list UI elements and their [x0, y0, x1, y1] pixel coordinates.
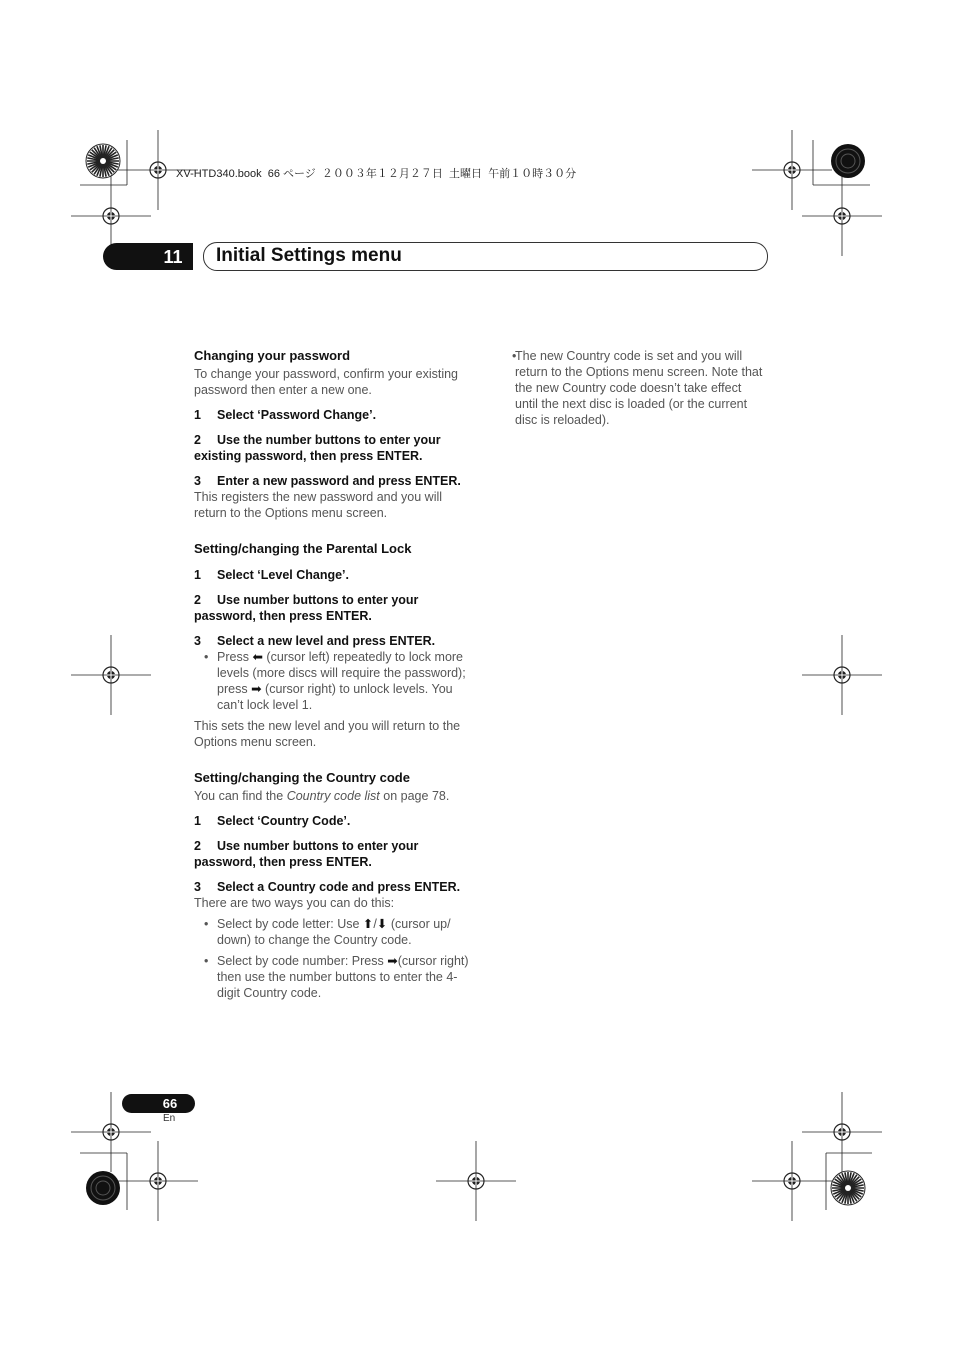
page-language: En [163, 1113, 176, 1124]
left-column [194, 348, 470, 1001]
step-result-text: This registers the new password and you will return to the Options menu screen. [194, 490, 443, 520]
page-number: 66 [162, 1096, 178, 1111]
bullet-item: • Press ⬅ (cursor left) repeatedly to lock more levels (more discs will require the password); press ➡ (cursor right) to unlock levels. You can’t lock level 1. [194, 649, 470, 713]
file-info-line: XV-HTD340.book 66 ページ ２００３年１２月２７日 土曜日 午前１０時３０分 [176, 168, 577, 180]
bullet-item: • The new Country code is set and you will return to the Options menu screen. Note that the new Country code doesn’t take effect until the next disc is loaded (or the current disc is reloaded). [502, 348, 764, 428]
right-column [502, 348, 764, 428]
step-item: 1 Select ‘Password Change’. [194, 408, 377, 422]
step-item: 1 Select ‘Level Change’. [194, 568, 349, 582]
intro-country-code: You can find the Country code list on page 78. [194, 789, 450, 803]
chapter-number: 11 [163, 247, 183, 267]
arrow-up-icon: ⬆ [362, 916, 374, 931]
step-item: 2 Use number buttons to enter your password, then press ENTER. [194, 593, 419, 623]
step-item: 2 Use number buttons to enter your password, then press ENTER. [194, 839, 419, 869]
step-item: 3 Enter a new password and press ENTER. [194, 474, 461, 488]
step-item: 3 Select a new level and press ENTER. [194, 634, 436, 648]
bullet-item: • Select by code letter: Use ⬆/⬇ (cursor up/ down) to change the Country code. [194, 916, 470, 948]
chapter-title: Initial Settings menu [216, 245, 402, 266]
arrow-down-icon: ⬇ [376, 916, 388, 931]
step-item: 3 Select a Country code and press ENTER. [194, 880, 461, 894]
arrow-right-icon: ➡ [387, 953, 398, 968]
intro-changing-password: To change your password, confirm your existing password then enter a new one. [194, 367, 459, 397]
heading-changing-password: Changing your password [194, 348, 351, 363]
heading-parental-lock: Setting/changing the Parental Lock [194, 541, 412, 556]
heading-country-code: Setting/changing the Country code [194, 770, 410, 785]
step-item: 2 Use the number buttons to enter your existing password, then press ENTER. [194, 433, 441, 463]
bullet-item: • Select by code number: Press ➡(cursor right) then use the number buttons to enter the 4-digit Country code. [194, 953, 470, 1001]
step-result-text: This sets the new level and you will return to the Options menu screen. [194, 719, 461, 749]
ways-text: There are two ways you can do this: [194, 896, 395, 910]
arrow-right-icon: ➡ [251, 681, 262, 696]
arrow-left-icon: ⬅ [252, 649, 263, 664]
step-item: 1 Select ‘Country Code’. [194, 814, 351, 828]
country-code-list-reference: Country code list [286, 789, 380, 803]
